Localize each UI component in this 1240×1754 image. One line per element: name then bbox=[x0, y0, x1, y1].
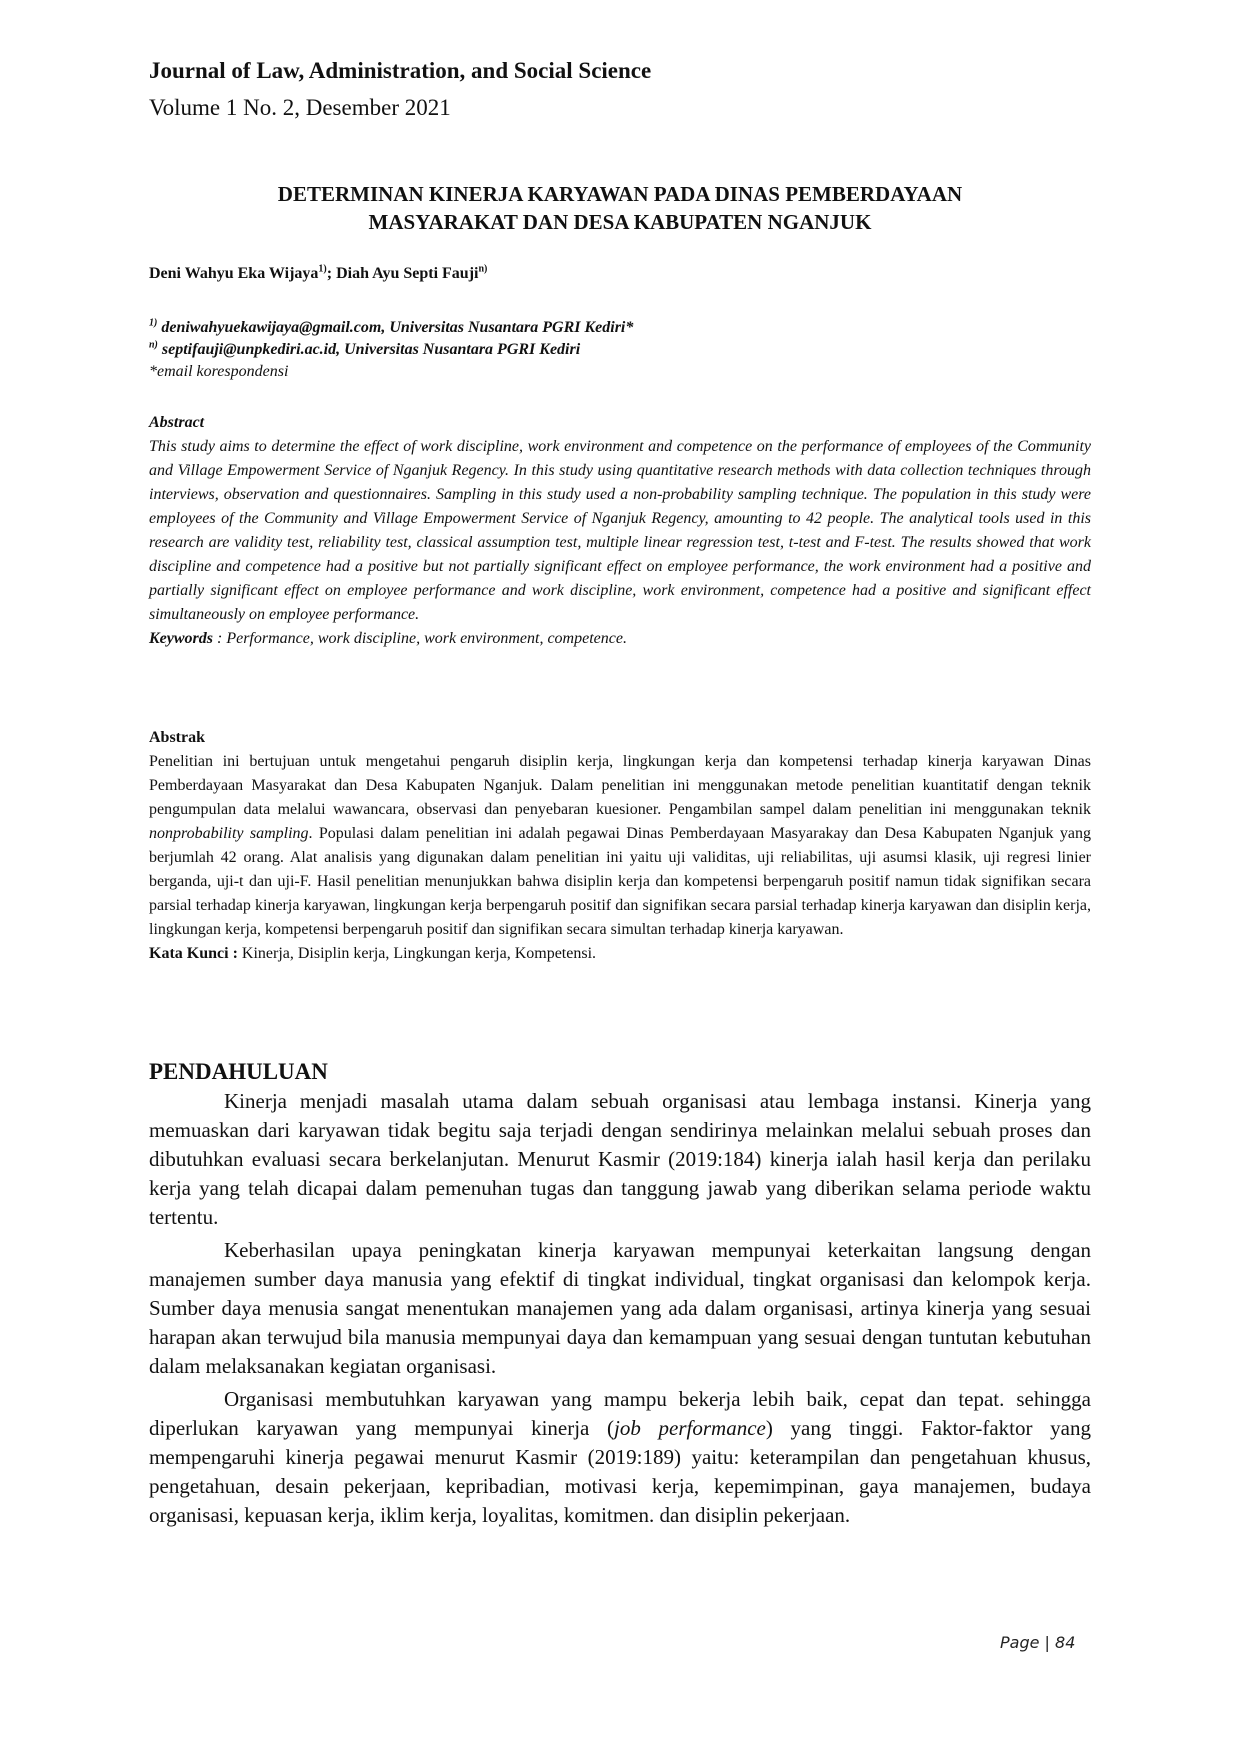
paragraph-3-part1: Organisasi membutuhkan karyawan yang mampu bekerja lebih baik, cepat dan tepat. sehingga diperlukan karyawan yang mempunyai kinerja ( bbox=[149, 1387, 1091, 1440]
abstrak-heading: Abstrak bbox=[149, 729, 206, 746]
abstract-indonesian bbox=[149, 726, 1091, 966]
kata-kunci-text: Kinerja, Disiplin kerja, Lingkungan kerja, Kompetensi. bbox=[237, 945, 597, 962]
abstract-en-heading: Abstract bbox=[149, 414, 205, 431]
journal-name: Journal of Law, Administration, and Social Science bbox=[149, 58, 652, 83]
authors-line bbox=[149, 265, 487, 283]
author-2: Diah Ayu Septi Fauji bbox=[336, 265, 479, 282]
paragraph-1: Kinerja menjadi masalah utama dalam sebuah organisasi atau lembaga instansi. Kinerja yang memuaskan dari karyawan tidak begitu saja terjadi dengan sendirinya melainkan melalui sebuah proses dan dibutuhkan evaluasi secara berkelanjutan. Menurut Kasmir (2019:184) kinerja ialah hasil kerja dan perilaku kerja yang telah dicapai dalam pemenuhan tugas dan tanggung jawab yang diberikan selama periode waktu tertentu. bbox=[149, 1089, 1091, 1229]
author-1-sup: 1) bbox=[318, 263, 327, 275]
author-separator: ; bbox=[326, 265, 337, 282]
keywords-en-label: Keywords bbox=[149, 630, 213, 647]
abstrak-body-part2: . Populasi dalam penelitian ini adalah pegawai Dinas Pemberdayaan Masyarakay dan Desa Kabupaten Nganjuk yang berjumlah 42 orang. Alat analisis yang digunakan dalam penelitian ini yaitu uji validitas, uji reliabilitas, uji asumsi klasik, uji regresi linier berganda, uji-t dan uji-F. Hasil penelitian menunjukkan bahwa disiplin kerja dan kompetensi berpengaruh positif namun tidak signifikan secara parsial terhadap kinerja karyawan, lingkungan kerja berpengaruh positif dan signifikan secara parsial terhadap kinerja karyawan dan disiplin kerja, lingkungan kerja, kompetensi berpengaruh positif dan signifikan secara simultan terhadap kinerja karyawan. bbox=[149, 825, 1092, 938]
paper-title bbox=[149, 180, 1091, 236]
affiliation-1-text: deniwahyuekawijaya@gmail.com, Universitas Nusantara PGRI Kediri* bbox=[161, 319, 634, 336]
affiliation-2 bbox=[149, 339, 633, 361]
abstrak-body-part1: Penelitian ini bertujuan untuk mengetahui pengaruh disiplin kerja, lingkungan kerja dan kompetensi terhadap kinerja karyawan Dinas Pemberdayaan Masyarakat dan Desa Kabupaten Nganjuk. Dalam penelitian ini menggunakan metode penelitian kuantitatif dengan teknik pengumpulan data melalui wawancara, observasi dan penyebaran kuesioner. Pengambilan sampel dalam penelitian ini menggunakan teknik bbox=[149, 753, 1091, 818]
keywords-en bbox=[149, 627, 1091, 651]
affiliations bbox=[149, 317, 633, 383]
affiliation-2-sup: n) bbox=[149, 339, 158, 351]
pendahuluan-section bbox=[149, 1057, 1091, 1534]
abstract-en-body: This study aims to determine the effect of work discipline, work environment and competence on the performance of employees of the Community and Village Empowerment Service of Nganjuk Regency. In this study using quantitative research methods with data collection techniques through interviews, observation and questionnaires. Sampling in this study used a non-probability sampling technique. The population in this study were employees of the Community and Village Empowerment Service of Nganjuk Regency, amounting to 42 people. The analytical tools used in this research are validity test, reliability test, classical assumption test, multiple linear regression test, t-test and F-test. The results showed that work discipline and competence had a positive but not partially significant effect on employee performance, the work environment had a positive and partially significant effect on employee performance and work discipline, work environment, competence had a positive and significant effect simultaneously on employee performance. bbox=[149, 438, 1091, 623]
abstrak-body bbox=[149, 750, 1091, 942]
paper-title-line2: MASYARAKAT DAN DESA KABUPATEN NGANJUK bbox=[368, 210, 872, 234]
paragraph-3 bbox=[149, 1385, 1091, 1530]
affiliation-1 bbox=[149, 317, 633, 339]
author-1: Deni Wahyu Eka Wijaya bbox=[149, 265, 319, 282]
affiliation-1-sup: 1) bbox=[149, 317, 158, 329]
paper-title-line1: DETERMINAN KINERJA KARYAWAN PADA DINAS PEMBERDAYAAN bbox=[277, 182, 963, 206]
paragraph-3-italic: job performance bbox=[614, 1416, 766, 1440]
kata-kunci-label: Kata Kunci : bbox=[149, 945, 238, 962]
section-heading-pendahuluan: PENDAHULUAN bbox=[149, 1059, 328, 1084]
paragraph-3-part2: ) yang tinggi. Faktor-faktor yang mempengaruhi kinerja pegawai menurut Kasmir (2019:189) yaitu: keterampilan dan pengetahuan khusus, pengetahuan, desain pekerjaan, kepribadian, motivasi kerja, kepemimpinan, gaya manajemen, budaya organisasi, kepuasan kerja, iklim kerja, loyalitas, komitmen. dan disiplin pekerjaan. bbox=[149, 1416, 1091, 1527]
paragraph-2: Keberhasilan upaya peningkatan kinerja karyawan mempunyai keterkaitan langsung dengan manajemen sumber daya manusia yang efektif di tingkat individual, tingkat organisasi dan kelompok kerja. Sumber daya menusia sangat menentukan manajemen yang ada dalam organisasi, artinya kinerja yang sesuai harapan akan terwujud bila manusia mempunyai daya dan kemampuan yang sesuai dengan tuntutan kebutuhan dalam melaksanakan kegiatan organisasi. bbox=[149, 1238, 1091, 1378]
keywords-en-text: : Performance, work discipline, work environment, competence. bbox=[213, 630, 627, 647]
kata-kunci bbox=[149, 942, 1091, 966]
author-2-sup: n) bbox=[478, 263, 488, 275]
journal-volume: Volume 1 No. 2, Desember 2021 bbox=[149, 95, 451, 120]
page-number: Page | 84 bbox=[1000, 1633, 1076, 1652]
correspondence-note: *email korespondensi bbox=[149, 363, 289, 380]
abstrak-body-italic: nonprobability sampling bbox=[149, 825, 309, 842]
affiliation-2-text: septifauji@unpkediri.ac.id, Universitas Nusantara PGRI Kediri bbox=[161, 341, 581, 358]
abstract-english bbox=[149, 411, 1091, 651]
